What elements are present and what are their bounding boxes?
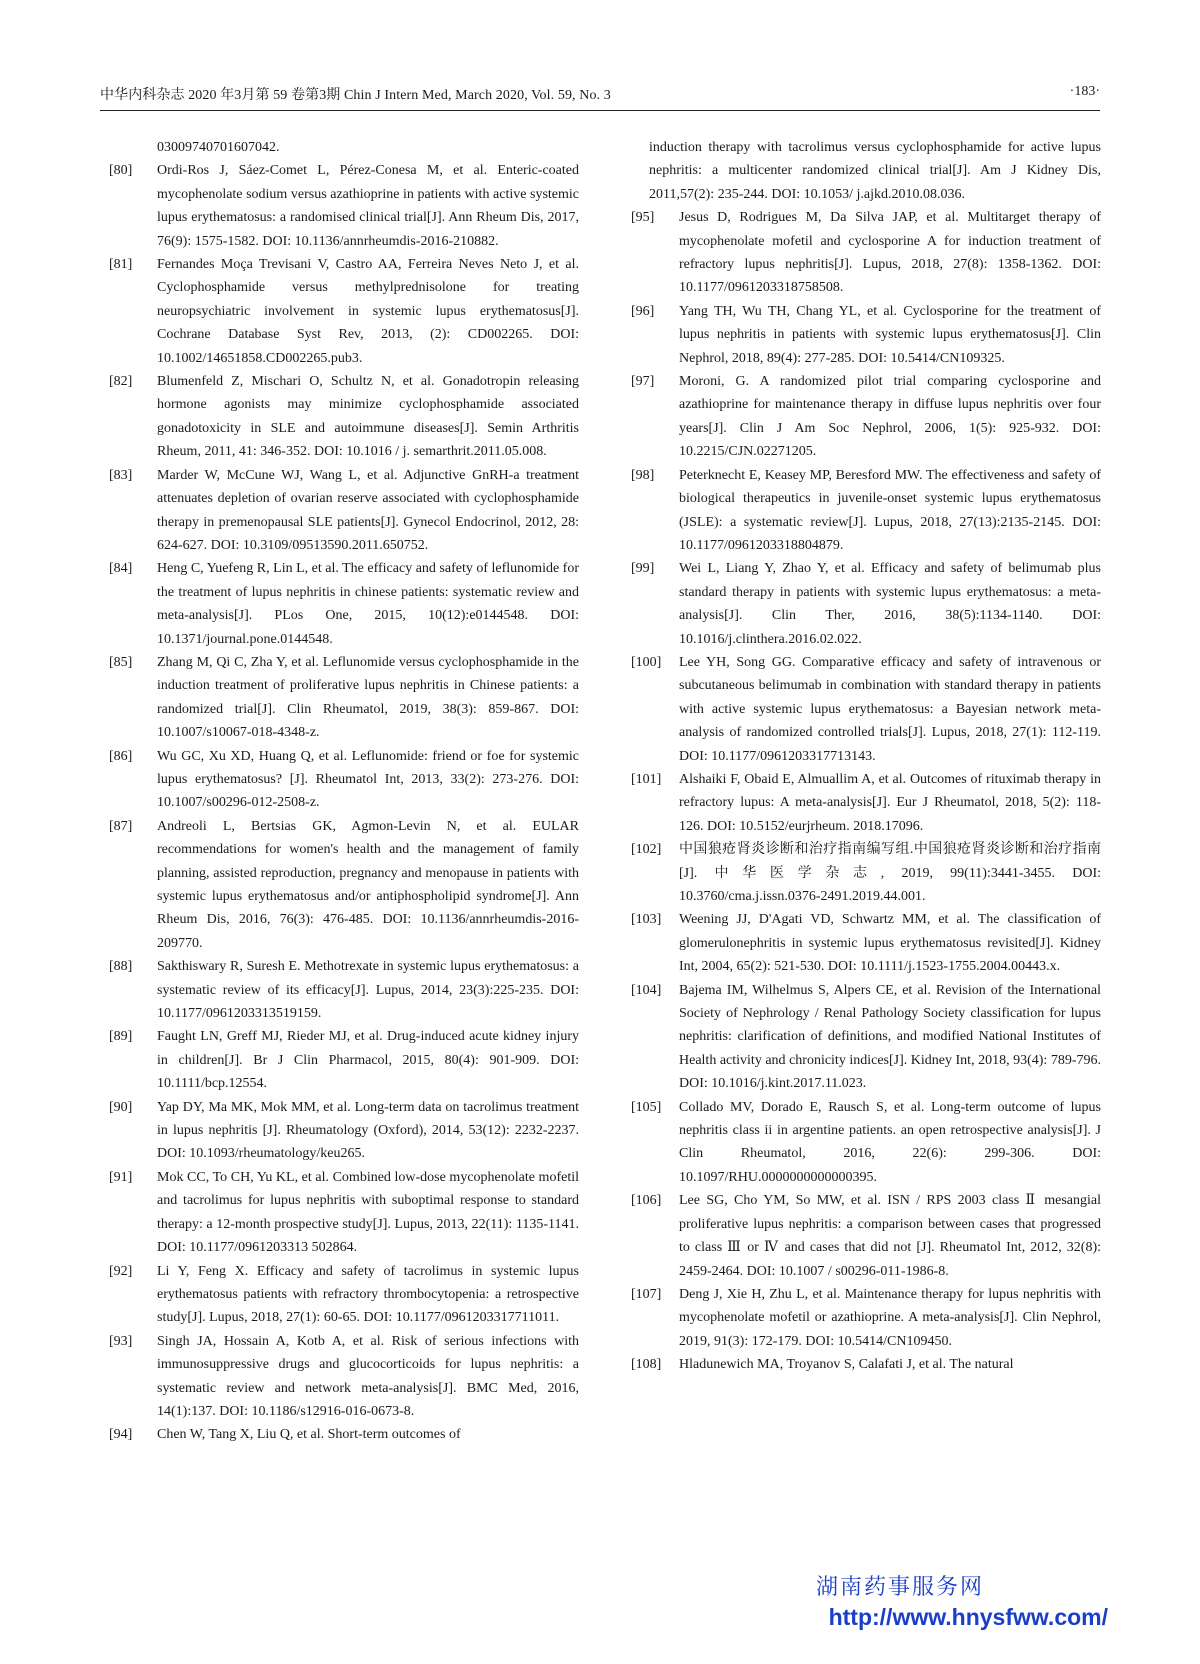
reference-item [629, 1283, 1101, 1353]
reference-text: Collado MV, Dorado E, Rausch S, et al. Long-term outcome of lupus nephritis class ii in argentine patients. an open retrospective analysis[J]. J Clin Rheumatol, 2016, 22(6): 299-306. DOI: 10.1097/RHU.0000000000000395. [679, 1099, 1101, 1185]
reference-text: Sakthiswary R, Suresh E. Methotrexate in systemic lupus erythematosus: a systematic review of its efficacy[J]. Lupus, 2014, 23(3):225-235. DOI: 10.1177/0961203313519159. [157, 959, 579, 1022]
reference-number: [87] [109, 818, 133, 834]
reference-text: Singh JA, Hossain A, Kotb A, et al. Risk of serious infections with immunosuppressive drugs and glucocorticoids for lupus nephritis: a systematic review and network meta-analysis[J]. BMC Med, 2016, 14(1):137. DOI: 10.1186/s12916-016-0673-8. [157, 1333, 579, 1419]
reference-text: Bajema IM, Wilhelmus S, Alpers CE, et al. Revision of the International Society of Nephrology / Renal Pathology Society classification for lupus nephritis: clarification of definitions, and modified National Institutes of Health activity and chronicity indices[J]. Kidney Int, 2018, 93(4): 789-796. DOI: 10.1016/j.kint.2017.11.023. [679, 982, 1101, 1092]
reference-text: Blumenfeld Z, Mischari O, Schultz N, et al. Gonadotropin releasing hormone agonists may minimize cyclophosphamide associated gonadotoxicity in SLE and autoimmune diseases[J]. Semin Arthritis Rheum, 2011, 41: 346-352. DOI: 10.1016 / j. semarthrit.2011.05.008. [157, 374, 579, 460]
reference-item [107, 1096, 579, 1166]
reference-number: [92] [109, 1263, 133, 1279]
reference-text: Moroni, G. A randomized pilot trial comparing cyclosporine and azathioprine for maintenance therapy in diffuse lupus nephritis over four years[J]. Clin J Am Soc Nephrol, 2006, 1(5): 925-932. DOI: 10.2215/CJN.02271205. [679, 374, 1101, 460]
reference-number: [95] [631, 210, 655, 226]
page-number: ·183· [1069, 84, 1100, 99]
reference-item [629, 838, 1101, 908]
reference-number: [105] [631, 1099, 662, 1115]
reference-text: 中国狼疮肾炎诊断和治疗指南编写组.中国狼疮肾炎诊断和治疗指南[J]. 中华医学杂志, 2019, 99(11):3441-3455. DOI: 10.3760/cma.j.issn.0376-2491.2019.44.001. [679, 842, 1101, 904]
reference-number: [94] [109, 1427, 133, 1443]
reference-number: [85] [109, 654, 133, 670]
reference-item [629, 1189, 1101, 1283]
reference-text: Marder W, McCune WJ, Wang L, et al. Adjunctive GnRH-a treatment attenuates depletion of ovarian reserve associated with cyclophosphamide therapy in premenopausal SLE patients[J]. Gynecol Endocrinol, 2012, 28: 624-627. DOI: 10.3109/09513590.2011.650752. [157, 467, 579, 553]
reference-item [107, 464, 579, 558]
reference-item [629, 908, 1101, 978]
reference-item [629, 979, 1101, 1096]
reference-number: [83] [109, 467, 133, 483]
reference-item [107, 955, 579, 1025]
reference-number: [88] [109, 959, 133, 975]
reference-text: Wu GC, Xu XD, Huang Q, et al. Leflunomide: friend or foe for systemic lupus erythematosus? [J]. Rheumatol Int, 2013, 33(2): 273-276. DOI: 10.1007/s00296-012-2508-z. [157, 748, 579, 811]
reference-list-right [629, 206, 1101, 1376]
reference-list-left [107, 159, 579, 1446]
reference-text: Yap DY, Ma MK, Mok MM, et al. Long-term data on tacrolimus treatment in lupus nephritis [J]. Rheumatology (Oxford), 2014, 53(12): 2232-2237. DOI: 10.1093/rheumatology/keu265. [157, 1099, 579, 1162]
reference-item [107, 745, 579, 815]
watermark-site-name: 湖南药事服务网 [815, 1575, 984, 1600]
reference-item [107, 1166, 579, 1260]
reference-item [629, 206, 1101, 300]
left-column [107, 136, 579, 1447]
reference-continuation: induction therapy with tacrolimus versus cyclophosphamide for active lupus nephritis: a multicenter randomized clinical trial[J]. Am J Kidney Dis, 2011,57(2): 235-244. DOI: 10.1053/ j.ajkd.2010.08.036. [649, 140, 1101, 202]
reference-number: [106] [631, 1193, 662, 1209]
reference-number: [91] [109, 1169, 133, 1185]
reference-number: [90] [109, 1099, 133, 1115]
reference-text: Fernandes Moça Trevisani V, Castro AA, Ferreira Neves Neto J, et al. Cyclophosphamide versus methylprednisolone for treating neuropsychiatric involvement in systemic lupus erythematosus[J]. Cochrane Database Syst Rev, 2013, (2): CD002265. DOI: 10.1002/14651858.CD002265.pub3. [157, 257, 579, 366]
reference-item [629, 464, 1101, 558]
reference-text: Ordi-Ros J, Sáez-Comet L, Pérez-Conesa M, et al. Enteric-coated mycophenolate sodium versus azathioprine in patients with active systemic lupus erythematosus: a randomised clinical trial[J]. Ann Rheum Dis, 2017, 76(9): 1575-1582. DOI: 10.1136/annrheumdis-2016-210882. [157, 163, 579, 249]
reference-text: Chen W, Tang X, Liu Q, et al. Short-term outcomes of [157, 1427, 461, 1443]
reference-number: [82] [109, 374, 133, 390]
reference-number: [108] [631, 1357, 662, 1373]
reference-number: [102] [631, 842, 662, 858]
reference-number: [81] [109, 257, 133, 273]
reference-text: Mok CC, To CH, Yu KL, et al. Combined low-dose mycophenolate mofetil and tacrolimus for lupus nephritis with suboptimal response to standard therapy: a 12-month prospective study[J]. Lupus, 2013, 22(11): 1135-1141. DOI: 10.1177/0961203313 502864. [157, 1169, 579, 1256]
reference-text: Deng J, Xie H, Zhu L, et al. Maintenance therapy for lupus nephritis with mycophenolate mofetil or azathioprine. A meta-analysis[J]. Clin Nephrol, 2019, 91(3): 172-179. DOI: 10.5414/CN109450. [679, 1286, 1101, 1349]
reference-text: Wei L, Liang Y, Zhao Y, et al. Efficacy and safety of belimumab plus standard therapy in patients with systemic lupus erythematosus: a meta-analysis[J]. Clin Ther, 2016, 38(5):1134-1140. DOI: 10.1016/j.clinthera.2016.02.022. [679, 561, 1101, 647]
reference-text: Faught LN, Greff MJ, Rieder MJ, et al. Drug-induced acute kidney injury in children[J]. Br J Clin Pharmacol, 2015, 80(4): 901-909. DOI: 10.1111/bcp.12554. [157, 1029, 579, 1092]
reference-number: [101] [631, 771, 662, 787]
reference-text: Weening JJ, D'Agati VD, Schwartz MM, et al. The classification of glomerulonephritis in systemic lupus erythematosus revisited[J]. Kidney Int, 2004, 65(2): 521-530. DOI: 10.1111/j.1523-1755.2004.00443.x. [679, 912, 1101, 975]
reference-item [629, 768, 1101, 838]
reference-number: [103] [631, 912, 662, 928]
reference-number: [98] [631, 467, 655, 483]
reference-item [107, 253, 579, 370]
reference-item [629, 370, 1101, 464]
reference-number: [100] [631, 654, 662, 670]
reference-item [107, 651, 579, 745]
reference-item [107, 1025, 579, 1095]
reference-number: [97] [631, 374, 655, 390]
reference-text: Lee YH, Song GG. Comparative efficacy and safety of intravenous or subcutaneous belimumab in combination with standard therapy in patients with active systemic lupus erythematosus: a Bayesian network meta-analysis of randomized controlled trials[J]. Lupus, 2018, 27(1): 112-119. DOI: 10.1177/0961203317713143. [679, 654, 1101, 764]
reference-text: Andreoli L, Bertsias GK, Agmon-Levin N, et al. EULAR recommendations for women's health and the management of family planning, assisted reproduction, pregnancy and menopause in patients with systemic lupus erythematosus and/or antiphospholipid syndrome[J]. Ann Rheum Dis, 2016, 76(3): 476-485. DOI: 10.1136/annrheumdis-2016-209770. [157, 818, 579, 951]
reference-number: [107] [631, 1286, 662, 1302]
reference-text: Jesus D, Rodrigues M, Da Silva JAP, et al. Multitarget therapy of mycophenolate mofetil and cyclosporine A for induction treatment of refractory lupus nephritis[J]. Lupus, 2018, 27(8): 1358-1362. DOI: 10.1177/0961203318758508. [679, 210, 1101, 296]
reference-text: Zhang M, Qi C, Zha Y, et al. Leflunomide versus cyclophosphamide in the induction treatment of proliferative lupus nephritis in Chinese patients: a randomized trial[J]. Clin Rheumatol, 2019, 38(3): 859-867. DOI: 10.1007/s10067-018-4348-z. [157, 654, 579, 741]
reference-number: [89] [109, 1029, 133, 1045]
reference-number: [93] [109, 1333, 133, 1349]
reference-item [629, 557, 1101, 651]
reference-item [107, 370, 579, 464]
reference-text: Peterknecht E, Keasey MP, Beresford MW. The effectiveness and safety of biological therapeutics in juvenile-onset systemic lupus erythematosus (JSLE): a systematic review[J]. Lupus, 2018, 27(13):2135-2145. DOI: 10.1177/0961203318804879. [679, 467, 1101, 553]
reference-item [107, 557, 579, 651]
page-header [100, 84, 1100, 111]
reference-item [629, 1096, 1101, 1190]
reference-text: Hladunewich MA, Troyanov S, Calafati J, et al. The natural [679, 1357, 1014, 1373]
watermark-url: http://www.hnysfww.com/ [828, 1604, 1108, 1630]
reference-item [629, 651, 1101, 768]
reference-text: Lee SG, Cho YM, So MW, et al. ISN / RPS 2003 class Ⅱ mesangial proliferative lupus nephritis: a comparison between cases that progressed to class Ⅲ or Ⅳ and cases that did not [J]. Rheumatol Int, 2012, 32(8): 2459-2464. DOI: 10.1007 / s00296-011-1986-8. [679, 1193, 1101, 1279]
reference-item [107, 1330, 579, 1424]
reference-text: Yang TH, Wu TH, Chang YL, et al. Cyclosporine for the treatment of lupus nephritis in patients with systemic lupus erythematosus[J]. Clin Nephrol, 2018, 89(4): 277-285. DOI: 10.5414/CN109325. [679, 303, 1101, 366]
watermark [816, 1574, 1108, 1632]
reference-text: Heng C, Yuefeng R, Lin L, et al. The efficacy and safety of leflunomide for the treatment of lupus nephritis in chinese patients: systematic review and meta-analysis[J]. PLos One, 2015, 10(12):e0144548. DOI: 10.1371/journal.pone.0144548. [157, 561, 579, 647]
reference-item [629, 1353, 1101, 1376]
reference-text: Alshaiki F, Obaid E, Almuallim A, et al. Outcomes of rituximab therapy in refractory lupus: A meta-analysis[J]. Eur J Rheumatol, 2018, 5(2): 118-126. DOI: 10.5152/eurjrheum. 2018.17096. [679, 771, 1101, 834]
reference-number: [96] [631, 303, 655, 319]
reference-item [107, 1423, 579, 1446]
reference-item [629, 300, 1101, 370]
right-column [629, 136, 1101, 1377]
reference-item [107, 1260, 579, 1330]
reference-item [107, 815, 579, 955]
reference-continuation: 03009740701607042. [157, 140, 280, 155]
reference-number: [99] [631, 561, 655, 577]
reference-number: [104] [631, 982, 662, 998]
reference-item [107, 159, 579, 253]
reference-text: Li Y, Feng X. Efficacy and safety of tacrolimus in systemic lupus erythematosus patients with refractory thrombocytopenia: a retrospective study[J]. Lupus, 2018, 27(1): 60-65. DOI: 10.1177/0961203317711011. [157, 1263, 579, 1326]
reference-number: [80] [109, 163, 133, 179]
journal-line: 中华内科杂志 2020 年3月第 59 卷第3期 Chin J Intern Med, March 2020, Vol. 59, No. 3 [100, 88, 611, 103]
reference-number: [86] [109, 748, 133, 764]
reference-number: [84] [109, 561, 133, 577]
